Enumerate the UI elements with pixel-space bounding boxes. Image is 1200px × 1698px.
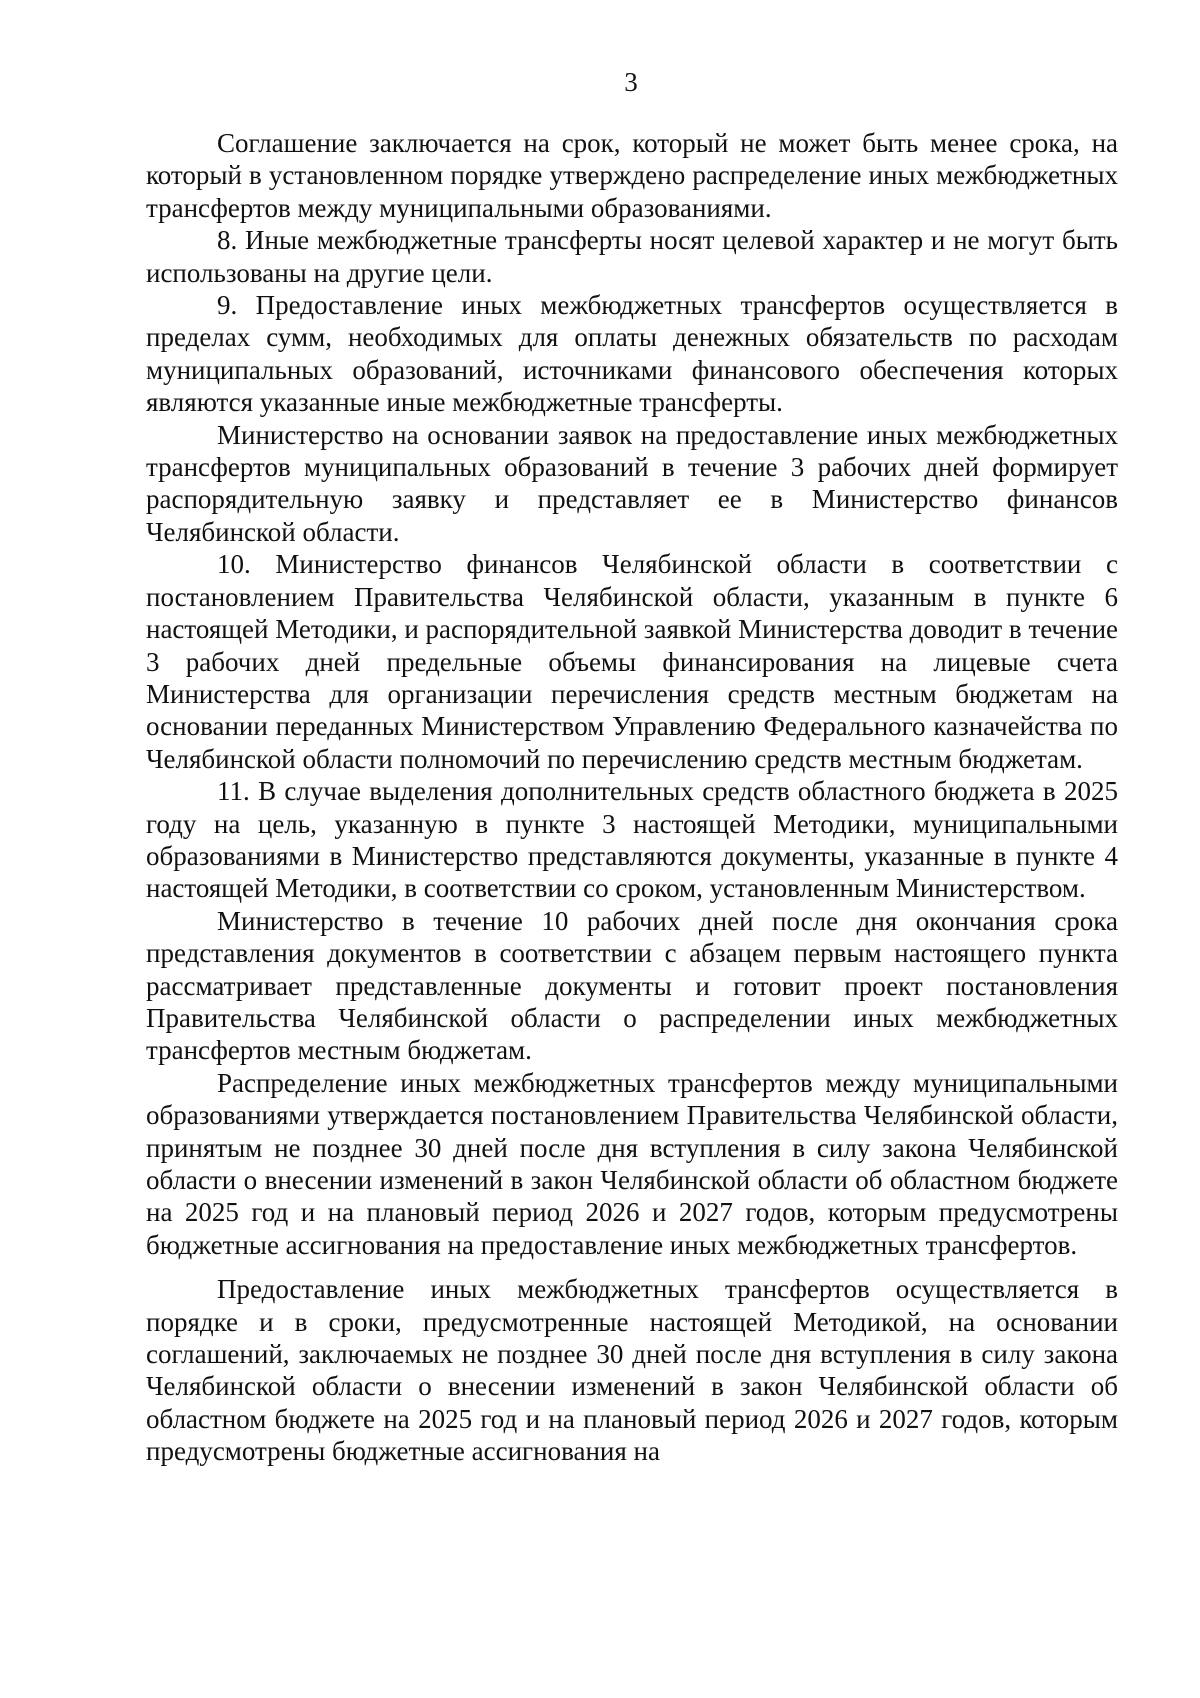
paragraph-item-9: 9. Предоставление иных межбюджетных трансфертов осуществляется в пределах сумм, необходимых для оплаты денежных обязательств по расходам муниципальных образований, источниками финансового обеспечения которых являются указанные иные межбюджетные трансферты. xyxy=(146,290,1118,418)
paragraph-ministry-applications: Министерство на основании заявок на предоставление иных межбюджетных трансфертов муниципальных образований в течение 3 рабочих дней формирует распорядительную заявку и представляет ее в Министерство финансов Челябинской области. xyxy=(146,419,1118,547)
paragraph-item-8: 8. Иные межбюджетные трансферты носят целевой характер и не могут быть использованы на другие цели. xyxy=(146,225,1118,288)
paragraph-distribution-approval: Распределение иных межбюджетных трансфертов между муниципальными образованиями утверждается постановлением Правительства Челябинской области, принятым не позднее 30 дней после дня вступления в силу закона Челябинской области о внесении изменений в закон Челябинской области об областном бюджете на 2025 год и на плановый период 2026 и 2027 годов, которым предусмотрены бюджетные ассигнования на предоставление иных межбюджетных трансфертов. xyxy=(146,1067,1118,1260)
paragraph-agreement-term: Соглашение заключается на срок, который не может быть менее срока, на который в установленном порядке утверждено распределение иных межбюджетных трансфертов между муниципальными образованиями. xyxy=(146,128,1118,223)
paragraph-ministry-review: Министерство в течение 10 рабочих дней после дня окончания срока представления документов в соответствии с абзацем первым настоящего пункта рассматривает представленные документы и готовит проект постановления Правительства Челябинской области о распределении иных межбюджетных трансфертов местным бюджетам. xyxy=(146,905,1118,1066)
paragraph-item-10: 10. Министерство финансов Челябинской области в соответствии с постановлением Правительства Челябинской области, указанным в пункте 6 настоящей Методики, и распорядительной заявкой Министерства доводит в течение 3 рабочих дней предельные объемы финансирования на лицевые счета Министерства для организации перечисления средств местным бюджетам на основании переданных Министерством Управлению Федерального казначейства по Челябинской области полномочий по перечислению средств местным бюджетам. xyxy=(146,549,1118,774)
page-number: 3 xyxy=(624,67,638,97)
paragraph-transfer-provision: Предоставление иных межбюджетных трансфертов осуществляется в порядке и в сроки, предусмотренные настоящей Методикой, на основании соглашений, заключаемых не позднее 30 дней после дня вступления в силу закона Челябинской области о внесении изменений в закон Челябинской области об областном бюджете на 2025 год и на плановый период 2026 и 2027 годов, которым предусмотрены бюджетные ассигнования на xyxy=(146,1274,1118,1467)
document-body xyxy=(146,127,1118,1468)
paragraph-item-11: 11. В случае выделения дополнительных средств областного бюджета в 2025 году на цель, указанную в пункте 3 настоящей Методики, муниципальными образованиями в Министерство представляются документы, указанные в пункте 4 настоящей Методики, в соответствии со сроком, установленным Министерством. xyxy=(146,776,1118,904)
